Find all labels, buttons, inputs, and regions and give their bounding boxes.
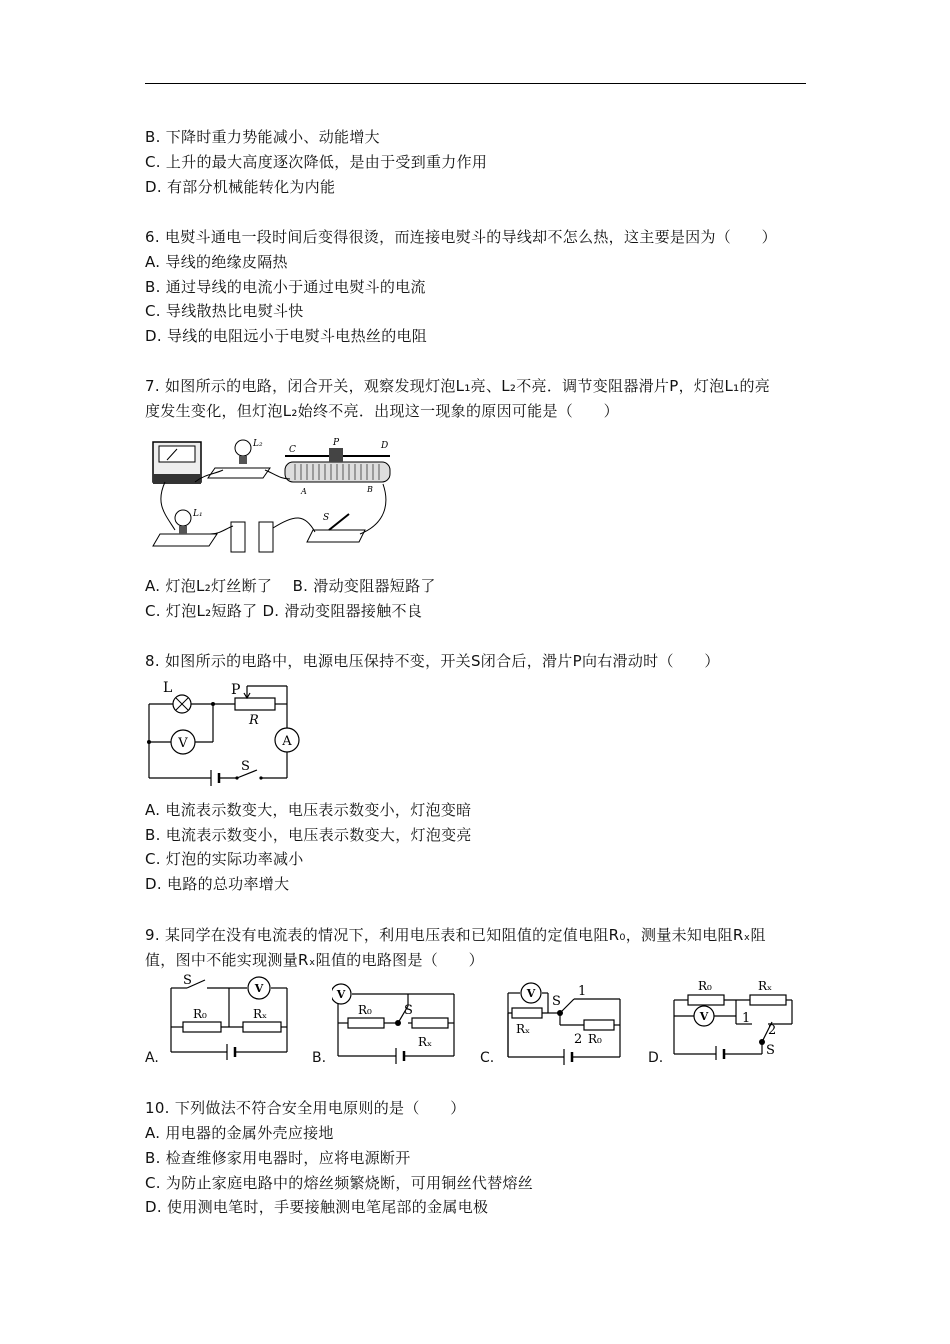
svg-text:P: P <box>231 682 241 698</box>
q8-option-a: A. 电流表示数变大，电压表示数变小，灯泡变暗 <box>145 801 472 819</box>
svg-text:V: V <box>336 988 346 1001</box>
q7-stem-line1: 7. 如图所示的电路，闭合开关，观察发现灯泡L₁亮、L₂不亮．调节变阻器滑片P，灯泡L₁的亮 <box>145 377 771 395</box>
svg-text:A: A <box>282 734 292 749</box>
svg-text:Rₓ: Rₓ <box>418 1035 433 1049</box>
svg-text:S: S <box>552 994 561 1009</box>
svg-text:A: A <box>301 487 307 496</box>
q10-option-d: D. 使用测电笔时，手要接触测电笔尾部的金属电极 <box>145 1198 489 1216</box>
q9-option-a-label: A. <box>145 1050 159 1066</box>
q10-stem: 10. 下列做法不符合安全用电原则的是（ ） <box>145 1099 466 1117</box>
q9-circuit-c <box>498 975 628 1065</box>
q10-option-b: B. 检查维修家用电器时，应将电源断开 <box>145 1149 411 1167</box>
q9-option-b-label: B. <box>312 1050 327 1066</box>
battery-1 <box>231 522 245 552</box>
svg-text:2: 2 <box>574 1032 583 1047</box>
q8-circuit-figure <box>145 678 305 790</box>
svg-text:B: B <box>367 485 373 494</box>
svg-text:1: 1 <box>742 1011 751 1026</box>
q6-option-b: B. 通过导线的电流小于通过电熨斗的电流 <box>145 278 426 296</box>
svg-text:L₂: L₂ <box>253 439 263 449</box>
svg-text:Rₓ: Rₓ <box>758 979 773 993</box>
q8-stem: 8. 如图所示的电路中，电源电压保持不变，开关S闭合后，滑片P向右滑动时（ ） <box>145 652 720 670</box>
battery-2 <box>259 522 273 552</box>
svg-text:V: V <box>254 982 264 995</box>
svg-text:L: L <box>163 680 173 696</box>
svg-text:V: V <box>699 1010 709 1023</box>
svg-text:R₀: R₀ <box>358 1003 372 1017</box>
svg-text:S: S <box>766 1043 775 1058</box>
svg-text:S: S <box>241 759 250 774</box>
svg-text:1: 1 <box>578 984 587 999</box>
q9-option-d-label: D. <box>648 1050 664 1066</box>
svg-text:2: 2 <box>768 1023 777 1038</box>
q5-option-c: C. 上升的最大高度逐次降低，是由于受到重力作用 <box>145 153 488 171</box>
q5-option-b: B. 下降时重力势能减小、动能增大 <box>145 128 380 146</box>
q9-circuit-b <box>332 980 462 1065</box>
svg-text:Rₓ: Rₓ <box>253 1007 268 1021</box>
q9-circuit-d <box>668 970 798 1060</box>
q8-option-d: D. 电路的总功率增大 <box>145 875 290 893</box>
header-rule <box>145 83 806 84</box>
svg-text:V: V <box>178 736 188 751</box>
svg-text:S: S <box>323 513 330 523</box>
switch-lever <box>329 514 349 530</box>
bulb-l2 <box>235 440 251 456</box>
svg-text:V: V <box>526 987 536 1000</box>
q10-option-c: C. 为防止家庭电路中的熔丝频繁烧断，可用铜丝代替熔丝 <box>145 1174 534 1192</box>
svg-text:R₀: R₀ <box>698 979 712 993</box>
q6-option-a: A. 导线的绝缘皮隔热 <box>145 253 288 271</box>
q6-option-d: D. 导线的电阻远小于电熨斗电热丝的电阻 <box>145 327 428 345</box>
svg-text:Rₓ: Rₓ <box>516 1022 531 1036</box>
q8-option-c: C. 灯泡的实际功率减小 <box>145 850 304 868</box>
svg-text:S: S <box>183 973 192 988</box>
q9-stem-line2: 值，图中不能实现测量Rₓ阻值的电路图是（ ） <box>145 951 484 969</box>
bulb-l1 <box>175 510 191 526</box>
q5-option-d: D. 有部分机械能转化为内能 <box>145 178 336 196</box>
q7-options-cd: C. 灯泡L₂短路了 D. 滑动变阻器接触不良 <box>145 602 423 620</box>
q6-option-c: C. 导线散热比电熨斗快 <box>145 302 304 320</box>
svg-text:L₁: L₁ <box>193 509 203 519</box>
q9-circuit-a <box>165 970 295 1060</box>
svg-text:R: R <box>249 713 259 728</box>
svg-text:R₀: R₀ <box>193 1007 207 1021</box>
q7-circuit-figure <box>145 434 405 564</box>
svg-text:P: P <box>333 438 340 448</box>
q10-option-a: A. 用电器的金属外壳应接地 <box>145 1124 334 1142</box>
svg-text:S: S <box>404 1003 413 1018</box>
svg-text:D: D <box>381 441 389 451</box>
svg-text:C: C <box>289 445 296 455</box>
q9-option-c-label: C. <box>480 1050 495 1066</box>
q7-stem-line2: 度发生变化，但灯泡L₂始终不亮．出现这一现象的原因可能是（ ） <box>145 402 619 420</box>
q9-stem-line1: 9. 某同学在没有电流表的情况下，利用电压表和已知阻值的定值电阻R₀，测量未知电阻Rₓ阻 <box>145 926 766 944</box>
q8-option-b: B. 电流表示数变小，电压表示数变大，灯泡变亮 <box>145 826 472 844</box>
q7-options-ab: A. 灯泡L₂灯丝断了 B. 滑动变阻器短路了 <box>145 577 436 595</box>
q6-stem: 6. 电熨斗通电一段时间后变得很烫，而连接电熨斗的导线却不怎么热，这主要是因为（ ） <box>145 228 777 246</box>
svg-text:R₀: R₀ <box>588 1032 602 1046</box>
